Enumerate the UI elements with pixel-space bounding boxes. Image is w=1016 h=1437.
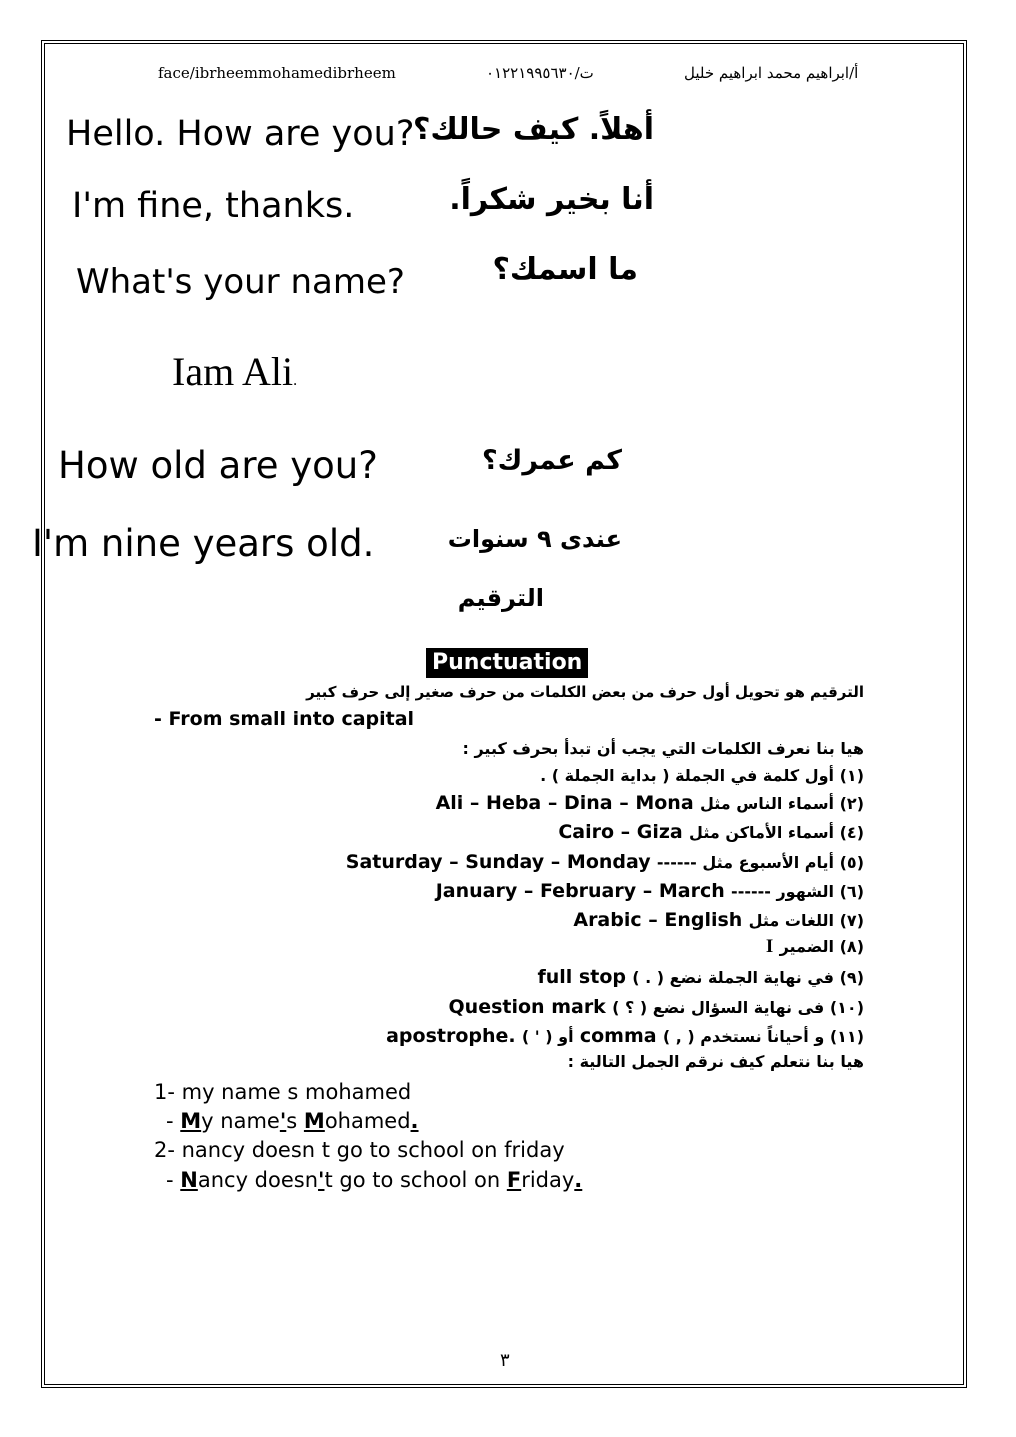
rule-8-en: I: [765, 936, 774, 957]
dash: -: [166, 1109, 181, 1133]
from-small-into-capital: - From small into capital: [154, 708, 415, 730]
rule-6-ar: (٦) الشهور ------: [731, 882, 864, 901]
capital-mark: N: [180, 1168, 198, 1192]
dialogue-en-1: Hello. How are you?: [66, 114, 415, 154]
rule-9: [538, 966, 865, 988]
rule-6-en: January – February – March: [435, 880, 725, 902]
dialogue-ar-1: أهلاً. كيف حالك؟: [412, 112, 654, 147]
example-2-fixed: [166, 1168, 582, 1192]
dialogue-ar-5: كم عمرك؟: [481, 445, 622, 476]
punctuation-title: Punctuation: [426, 648, 588, 678]
rule-5-en: Saturday – Sunday – Monday: [345, 851, 651, 873]
rule-2-en: Ali – Heba – Dina – Mona: [435, 792, 694, 814]
rule-2-ar: (٢) أسماء الناس مثل: [699, 794, 864, 813]
rule-8-ar: (٨) الضمير: [779, 937, 864, 956]
capital-mark: M: [180, 1109, 202, 1133]
rule-10-ar: (١٠) فى نهاية السؤال نضع ( ؟ ): [612, 998, 864, 1017]
rule-11-ar: (١١) و أحياناً نستخدم ( , ): [662, 1027, 864, 1046]
rule-6: [436, 880, 864, 902]
rule-9-ar: (٩) في نهاية الجملة نضع ( . ): [632, 968, 864, 987]
apostrophe-mark: ': [279, 1109, 287, 1133]
full-stop-mark: .: [410, 1109, 419, 1133]
rule-11: [386, 1025, 864, 1047]
capital-mark: F: [506, 1168, 522, 1192]
punctuation-ar-title: الترقيم: [457, 584, 544, 612]
text-part: s: [286, 1109, 304, 1133]
dialogue-ar-3: ما اسمك؟: [492, 252, 638, 287]
rule-11-en2: apostrophe.: [386, 1025, 516, 1047]
capital-mark: M: [303, 1109, 325, 1133]
dialogue-en-2: I'm fine, thanks.: [72, 186, 355, 226]
dialogue-en-5: How old are you?: [58, 444, 378, 487]
rule-4-ar: (٤) أسماء الأماكن مثل: [689, 823, 864, 842]
answer-text: Iam Ali: [172, 349, 294, 394]
dialogue-answer-name: [172, 348, 297, 395]
rule-4: [558, 821, 864, 843]
header-facebook: face/ibrheemmohamedibrheem: [158, 64, 396, 82]
dash: -: [166, 1168, 181, 1192]
full-stop-mark: .: [574, 1168, 583, 1192]
punctuation-outro: هيا بنا نتعلم كيف نرقم الجمل التالية :: [567, 1052, 864, 1071]
punctuation-definition: الترقيم هو تحويل أول حرف من بعض الكلمات من حرف صغير إلى حرف كبير: [306, 683, 864, 701]
dialogue-en-3: What's your name?: [76, 262, 405, 302]
rule-1: (١) أول كلمة في الجملة ( بداية الجملة ) .: [540, 766, 864, 785]
dialogue-en-6: I'm nine years old.: [32, 522, 375, 565]
rule-10: [449, 996, 864, 1018]
rule-7-ar: (٧) اللغات مثل: [748, 911, 864, 930]
apostrophe-mark: ': [318, 1168, 325, 1192]
rule-5-ar: (٥) أيام الأسبوع مثل ------: [656, 853, 864, 872]
header-phone: ت/٠١٢٢١٩٩٥٦٣٠: [486, 64, 594, 82]
rule-9-en: full stop: [537, 966, 626, 988]
dialogue-ar-6: عندى ٩ سنوات: [447, 525, 622, 553]
text-part: ohamed: [324, 1109, 411, 1133]
punctuation-intro: هيا بنا نعرف الكلمات التي يجب أن تبدأ بحرف كبير :: [462, 739, 864, 758]
header-author: أ/ابراهيم محمد ابراهيم خليل: [684, 64, 859, 82]
example-2-wrong: 2- nancy doesn t go to school on friday: [154, 1138, 565, 1162]
rule-7: [573, 909, 864, 931]
dialogue-ar-2: أنا بخير شكراً.: [449, 182, 654, 217]
answer-dot: .: [293, 372, 298, 389]
rule-11-en: comma: [579, 1025, 657, 1047]
example-1-wrong: 1- my name s mohamed: [154, 1080, 412, 1104]
rule-7-en: Arabic – English: [573, 909, 743, 931]
rule-8: [766, 936, 864, 958]
page-number: ٣: [500, 1350, 510, 1371]
text-part: riday: [521, 1168, 575, 1192]
example-1-fixed: [166, 1109, 419, 1133]
rule-11-ar2: أو ( ' ): [521, 1027, 574, 1046]
rule-5: [346, 851, 864, 873]
text-part: t go to school on: [324, 1168, 507, 1192]
text-part: ancy doesn: [197, 1168, 319, 1192]
rule-4-en: Cairo – Giza: [558, 821, 683, 843]
rule-2: [436, 792, 864, 814]
rule-10-en: Question mark: [448, 996, 606, 1018]
text-part: y name: [201, 1109, 280, 1133]
